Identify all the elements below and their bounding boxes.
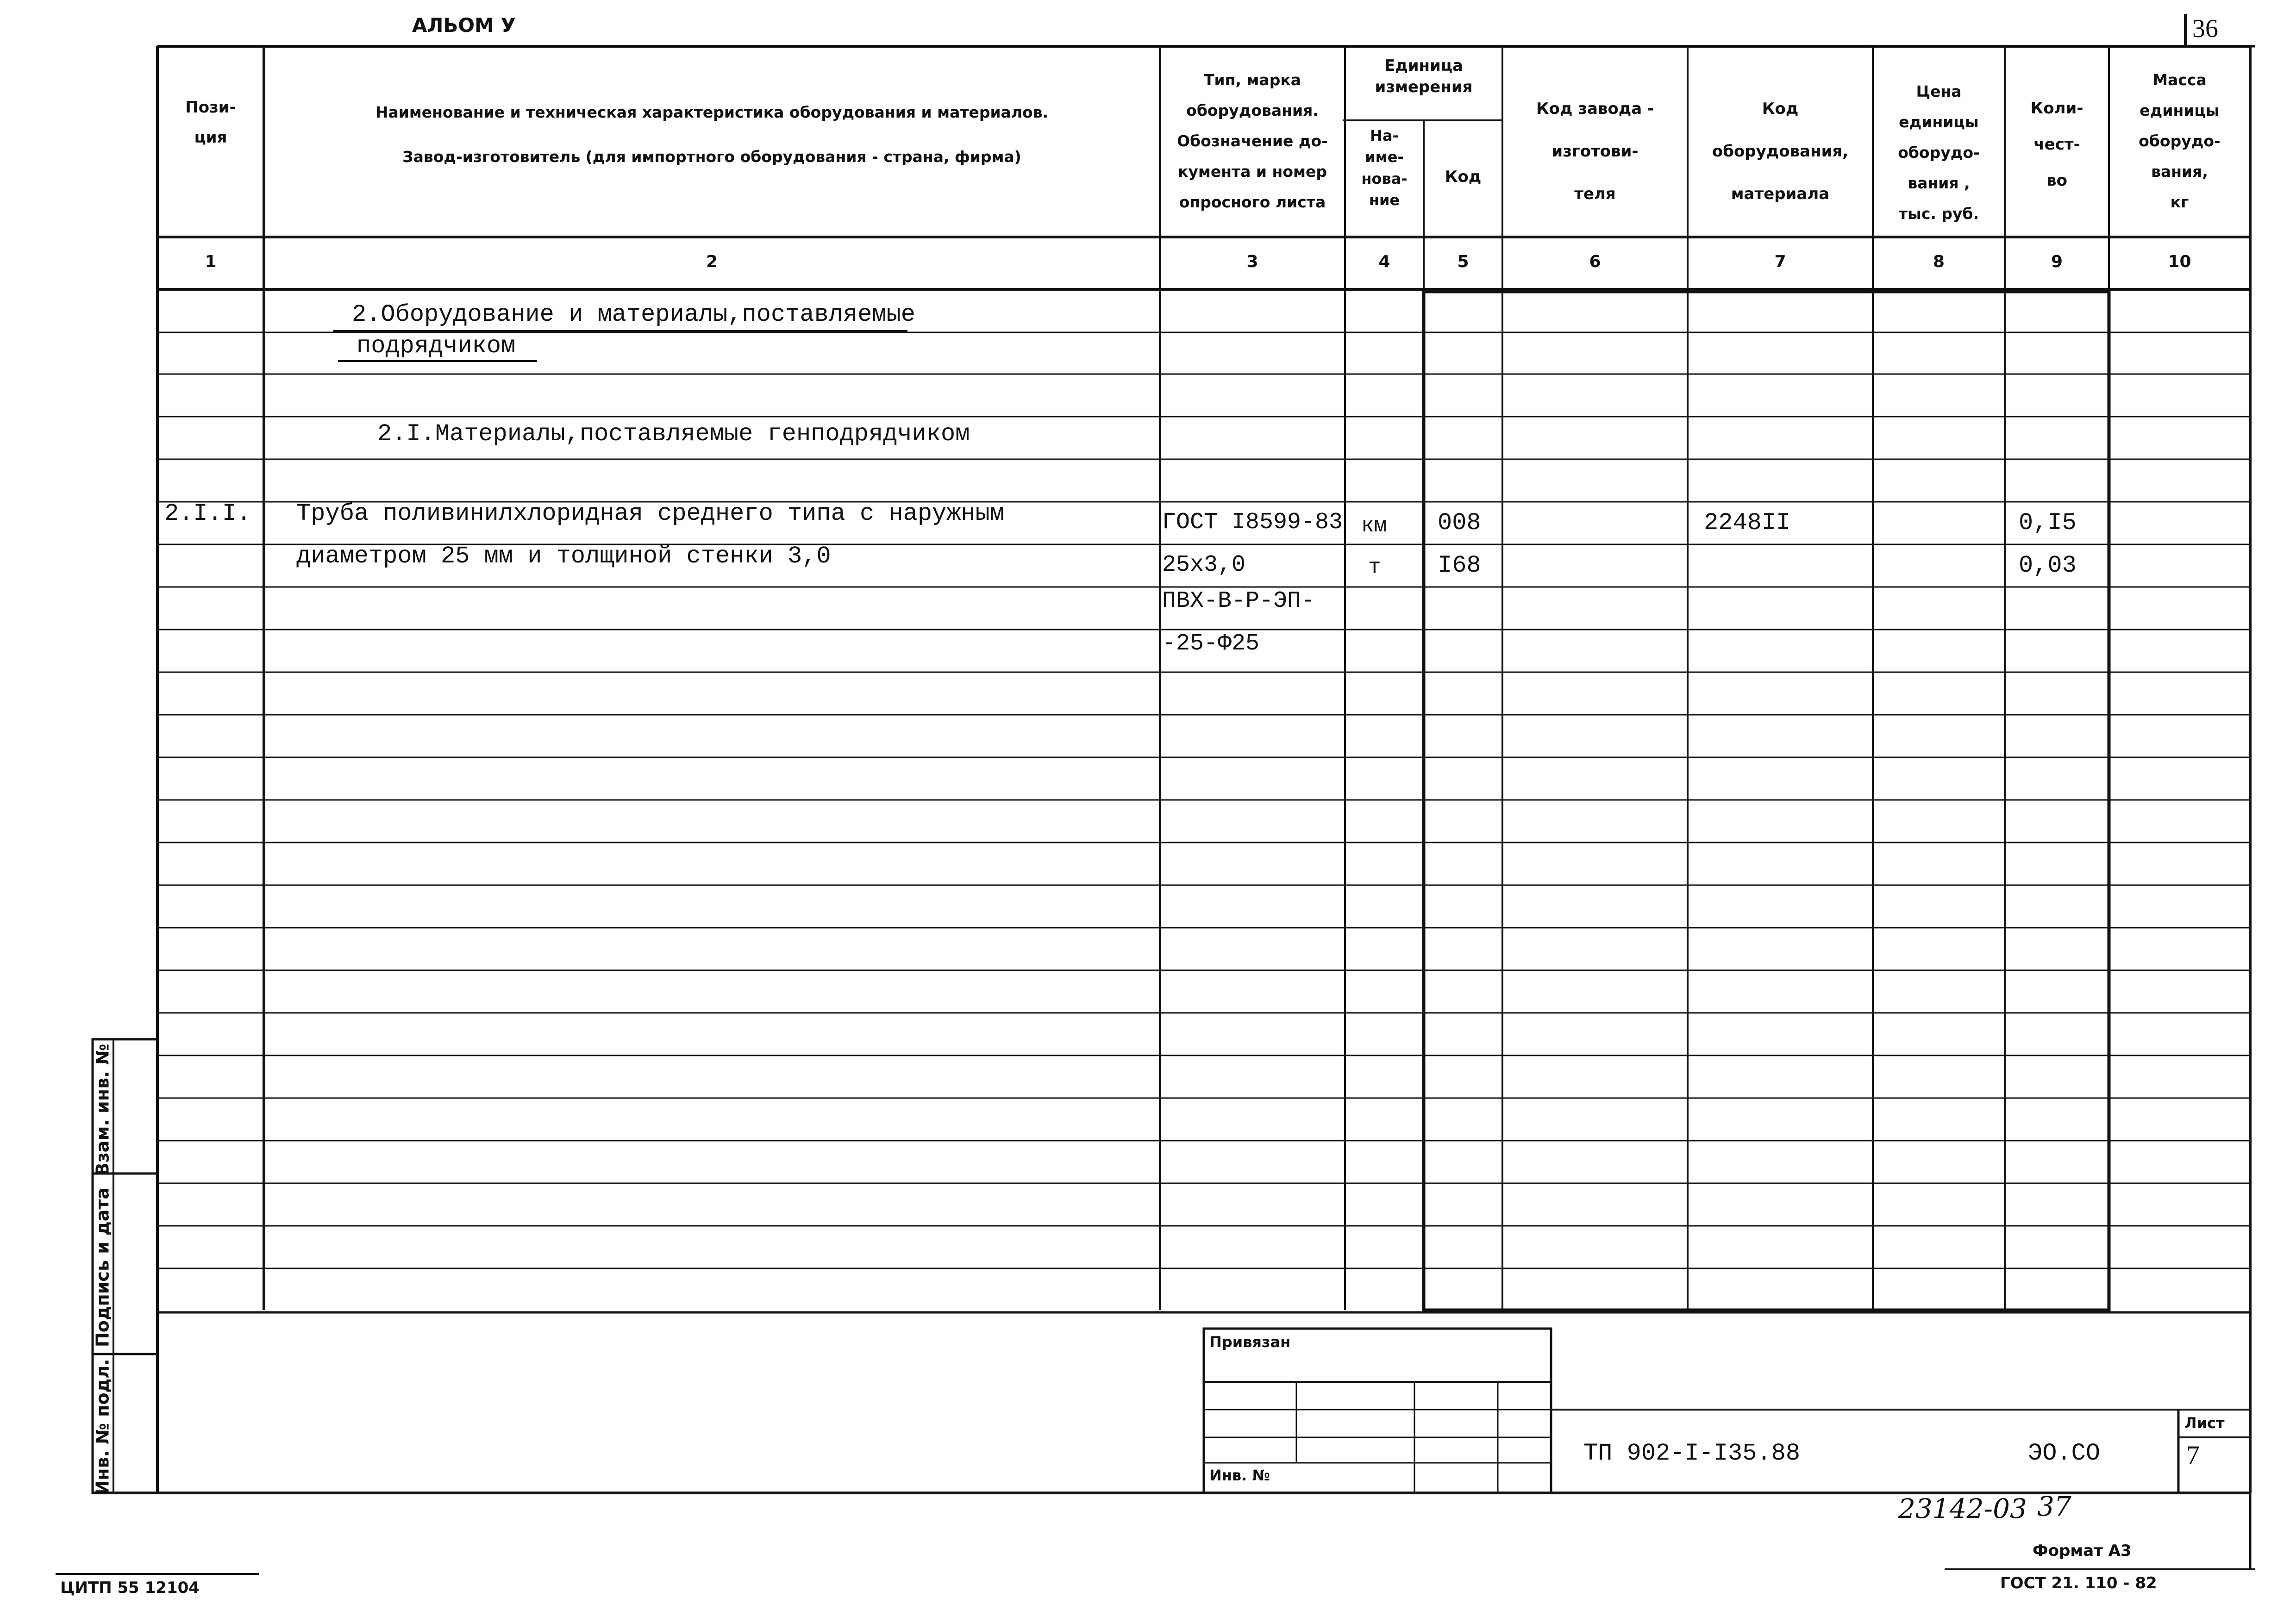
- row-type-mark-2: -25-Ф25: [1162, 630, 1260, 657]
- footer-citp: ЦИТП 55 12104: [60, 1579, 200, 1597]
- header-factory-code: Код завода - изготови- теля: [1536, 100, 1654, 203]
- section-title-line-2: подрядчиком: [357, 332, 516, 360]
- row-unit-km: км: [1361, 514, 1387, 538]
- col-number-5: 5: [1457, 252, 1469, 271]
- header-unit-code: Код: [1445, 168, 1482, 186]
- row-description-line-2: диаметром 25 мм и толщиной стенки 3,0: [296, 543, 831, 570]
- row-unit-code-1: 008: [1438, 509, 1481, 537]
- header-position: Пози- ция: [185, 98, 236, 147]
- header-mass: Масса единицы оборудо- вания, кг: [2139, 71, 2221, 211]
- col-number-1: 1: [205, 252, 217, 271]
- footer-format: Формат А3: [2033, 1542, 2132, 1560]
- stamp-document-code: ТП 902-I-I35.88: [1583, 1440, 1801, 1467]
- row-type-mark-1: ПВХ-В-Р-ЭП-: [1162, 588, 1315, 614]
- section-title-line-1: 2.Оборудование и материалы,поставляемые: [352, 301, 915, 328]
- side-label-inv-podl: Инв. № подл.: [92, 1359, 113, 1495]
- col-number-4: 4: [1378, 252, 1390, 271]
- col-number-8: 8: [1933, 252, 1945, 271]
- album-label: АЛЬОМ У: [412, 14, 516, 37]
- col-number-9: 9: [2051, 252, 2063, 271]
- stamp-sheet-code: ЭО.СО: [2028, 1440, 2101, 1467]
- header-quantity: Коли- чест- во: [2030, 99, 2083, 190]
- stamp-list-number: 7: [2186, 1440, 2200, 1470]
- row-position: 2.I.I.: [164, 500, 251, 527]
- page-corner-number: 36: [2192, 14, 2218, 43]
- col-number-3: 3: [1246, 252, 1258, 271]
- side-label-vzam: Взам. инв. №: [92, 1043, 113, 1176]
- side-label-podpis: Подпись и дата: [92, 1187, 113, 1348]
- col-number-2: 2: [706, 252, 718, 271]
- row-type-size: 25х3,0: [1162, 552, 1246, 578]
- handwritten-page: 37: [2037, 1491, 2071, 1522]
- col-number-6: 6: [1589, 252, 1601, 271]
- row-material-code: 2248II: [1704, 509, 1791, 537]
- header-equipment-code: Код оборудования, материала: [1712, 100, 1849, 203]
- row-description-line-1: Труба поливинилхлоридная среднего типа с наружным: [296, 500, 1005, 527]
- header-unit-name: На- име- нова- ние: [1361, 127, 1408, 209]
- col-number-7: 7: [1774, 252, 1786, 271]
- header-price: Цена единицы оборудо- вания , тыс. руб.: [1898, 82, 1980, 223]
- stamp-privyazan: Привязан: [1209, 1333, 1291, 1351]
- subsection-title: 2.I.Материалы,поставляемые генподрядчиком: [377, 420, 970, 448]
- col-number-10: 10: [2168, 252, 2191, 271]
- header-name: Наименование и техническая характеристика оборудования и материалов. Завод-изготовитель (для импортного оборудования - страна, фирма): [375, 103, 1049, 166]
- row-unit-code-2: I68: [1438, 552, 1481, 579]
- row-quantity-1: 0,I5: [2019, 509, 2077, 537]
- row-unit-t: т: [1368, 556, 1381, 580]
- footer-gost: ГОСТ 21. 110 - 82: [2000, 1574, 2157, 1592]
- row-quantity-2: 0,03: [2019, 552, 2077, 579]
- stamp-inv-no: Инв. №: [1209, 1467, 1270, 1484]
- row-type-gost: ГОСТ I8599-83: [1162, 509, 1343, 536]
- header-type: Тип, марка оборудования. Обозначение до- кумента и номер опросного листа: [1177, 71, 1328, 211]
- handwritten-number: 23142-03: [1898, 1493, 2027, 1524]
- header-unit: Единица измерения: [1375, 56, 1473, 96]
- stamp-list-label: Лист: [2184, 1414, 2225, 1432]
